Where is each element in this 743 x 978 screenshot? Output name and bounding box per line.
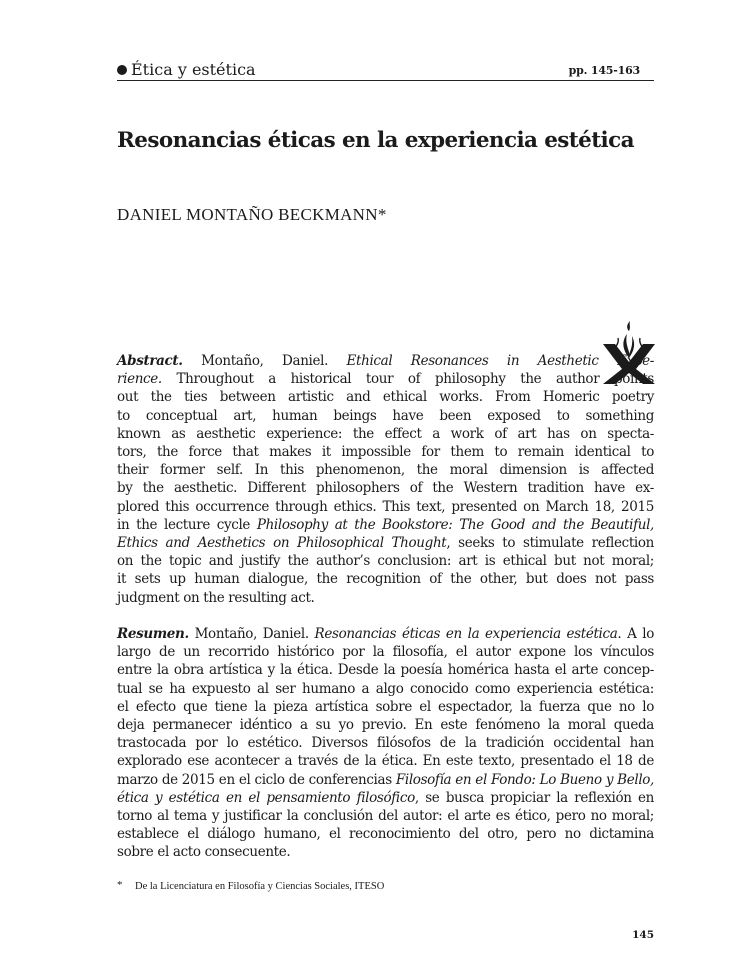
resumen-line [117, 698, 654, 716]
article-title: Resonancias éticas en la experiencia estética [117, 128, 634, 153]
page-number: 145 [632, 929, 654, 941]
abstract-line [117, 552, 654, 570]
footnote-mark: * [117, 879, 123, 891]
resumen-line [117, 643, 654, 661]
bullet-icon [117, 65, 127, 75]
text-run: it sets up human dialogue, the recognition of the other, but does not pass [117, 571, 654, 588]
section-title: Ética y estética [131, 60, 256, 79]
text-run: . A lo [617, 626, 655, 642]
running-head-section [117, 60, 256, 80]
footnote-text: De la Licenciatura en Filosofía y Ciencias Sociales, ITESO [135, 881, 385, 892]
resumen-line [117, 789, 654, 807]
text-run: judgment on the resulting act. [117, 589, 315, 606]
text-run: largo de un recorrido histórico por la filosofía, el autor expone los vínculos [117, 644, 654, 661]
italic-text: ética y estética en el pensamiento filosófico [117, 789, 415, 806]
text-run: Montaño, Daniel. [188, 626, 315, 642]
resumen-line [117, 771, 654, 789]
page-range: pp. 145-163 [568, 64, 640, 77]
resumen-line [117, 716, 654, 734]
italic-text: Philosophy at the Bookstore: The Good and the Beautiful, [256, 516, 654, 533]
lead-keyword: Abstract. [117, 353, 183, 369]
text-run: by the aesthetic. Different philosophers of the Western tradition have ex- [117, 480, 654, 497]
abstract-paragraph [117, 352, 654, 607]
resumen-line [117, 825, 654, 843]
lead-keyword: Resumen. [117, 626, 189, 642]
abstract-line [117, 425, 654, 443]
italic-text: rience. [117, 371, 162, 388]
text-run: marzo de 2015 en el ciclo de conferencias [117, 771, 396, 788]
running-head [117, 60, 654, 81]
text-run: Montaño, Daniel. [182, 353, 347, 369]
text-run: establece el diálogo humano, el reconocimiento del otro, pero no dictamina [117, 826, 654, 843]
text-run: sobre el acto consecuente. [117, 844, 291, 861]
resumen-line [117, 661, 654, 679]
abstract-line [117, 589, 654, 607]
resumen-line [117, 752, 654, 770]
italic-text: Filosofía en el Fondo: Lo Bueno y Bello, [395, 771, 655, 788]
text-run: el efecto que tiene la pieza artística sobre el espectador, la fuerza que no lo [117, 698, 654, 715]
text-run: in the lecture cycle [117, 516, 257, 533]
abstract-line [117, 407, 654, 425]
text-run: explorado ese acontecer a través de la ética. En este texto, presentado el 18 de [117, 753, 654, 770]
resumen-line [117, 625, 654, 643]
resumen-line [117, 843, 654, 861]
resumen-line [117, 807, 654, 825]
text-run: tual se ha expuesto al ser humano a algo conocido como experiencia estética: [117, 680, 654, 697]
text-run: on the topic and justify the author’s conclusion: art is ethical but not moral; [117, 553, 654, 570]
article-author: DANIEL MONTAÑO BECKMANN* [117, 205, 387, 224]
resumen-paragraph [117, 625, 654, 862]
abstract-line [117, 370, 654, 388]
resumen-line [117, 680, 654, 698]
text-run: their former self. In this phenomenon, the moral dimension is affected [117, 462, 654, 479]
abstract-line [117, 498, 654, 516]
text-run: , se busca propiciar la reflexión en [414, 789, 654, 806]
abstract-line [117, 352, 654, 370]
italic-text: Resonancias éticas en la experiencia estética [314, 626, 618, 642]
abstract-line [117, 516, 654, 534]
abstract-line [117, 534, 654, 552]
resumen-line [117, 734, 654, 752]
abstract-line [117, 388, 654, 406]
text-run: tors, the force that makes it impossible for them to remain identical to [117, 444, 654, 461]
text-run: entre la obra artística y la ética. Desde la poesía homérica hasta el arte concep- [117, 662, 654, 679]
abstract-line [117, 570, 654, 588]
text-run: deja permanecer idéntico a su yo previo. En este fenómeno la moral queda [117, 717, 654, 734]
text-run: , seeks to stimulate reflection [446, 535, 655, 552]
text-run: trastocada por lo estético. Diversos filósofos de la tradición occidental han [117, 735, 654, 752]
italic-text: Ethical Resonances in Aesthetic Expe- [346, 353, 654, 369]
abstract-line [117, 461, 654, 479]
abstract-line [117, 479, 654, 497]
text-run: out the ties between artistic and ethical works. From Homeric poetry [117, 389, 654, 406]
text-run: plored this occurrence through ethics. This text, presented on March 18, 2015 [117, 498, 654, 515]
abstract-line [117, 443, 654, 461]
italic-text: Ethics and Aesthetics on Philosophical Thought [117, 535, 447, 552]
text-run: known as aesthetic experience: the effect a work of art has on specta- [117, 425, 654, 442]
text-run: to conceptual art, human beings have been exposed to something [117, 407, 654, 424]
text-run: Throughout a historical tour of philosophy the author points [161, 371, 654, 388]
text-run: torno al tema y justificar la conclusión del autor: el arte es ético, pero no moral; [117, 808, 654, 825]
